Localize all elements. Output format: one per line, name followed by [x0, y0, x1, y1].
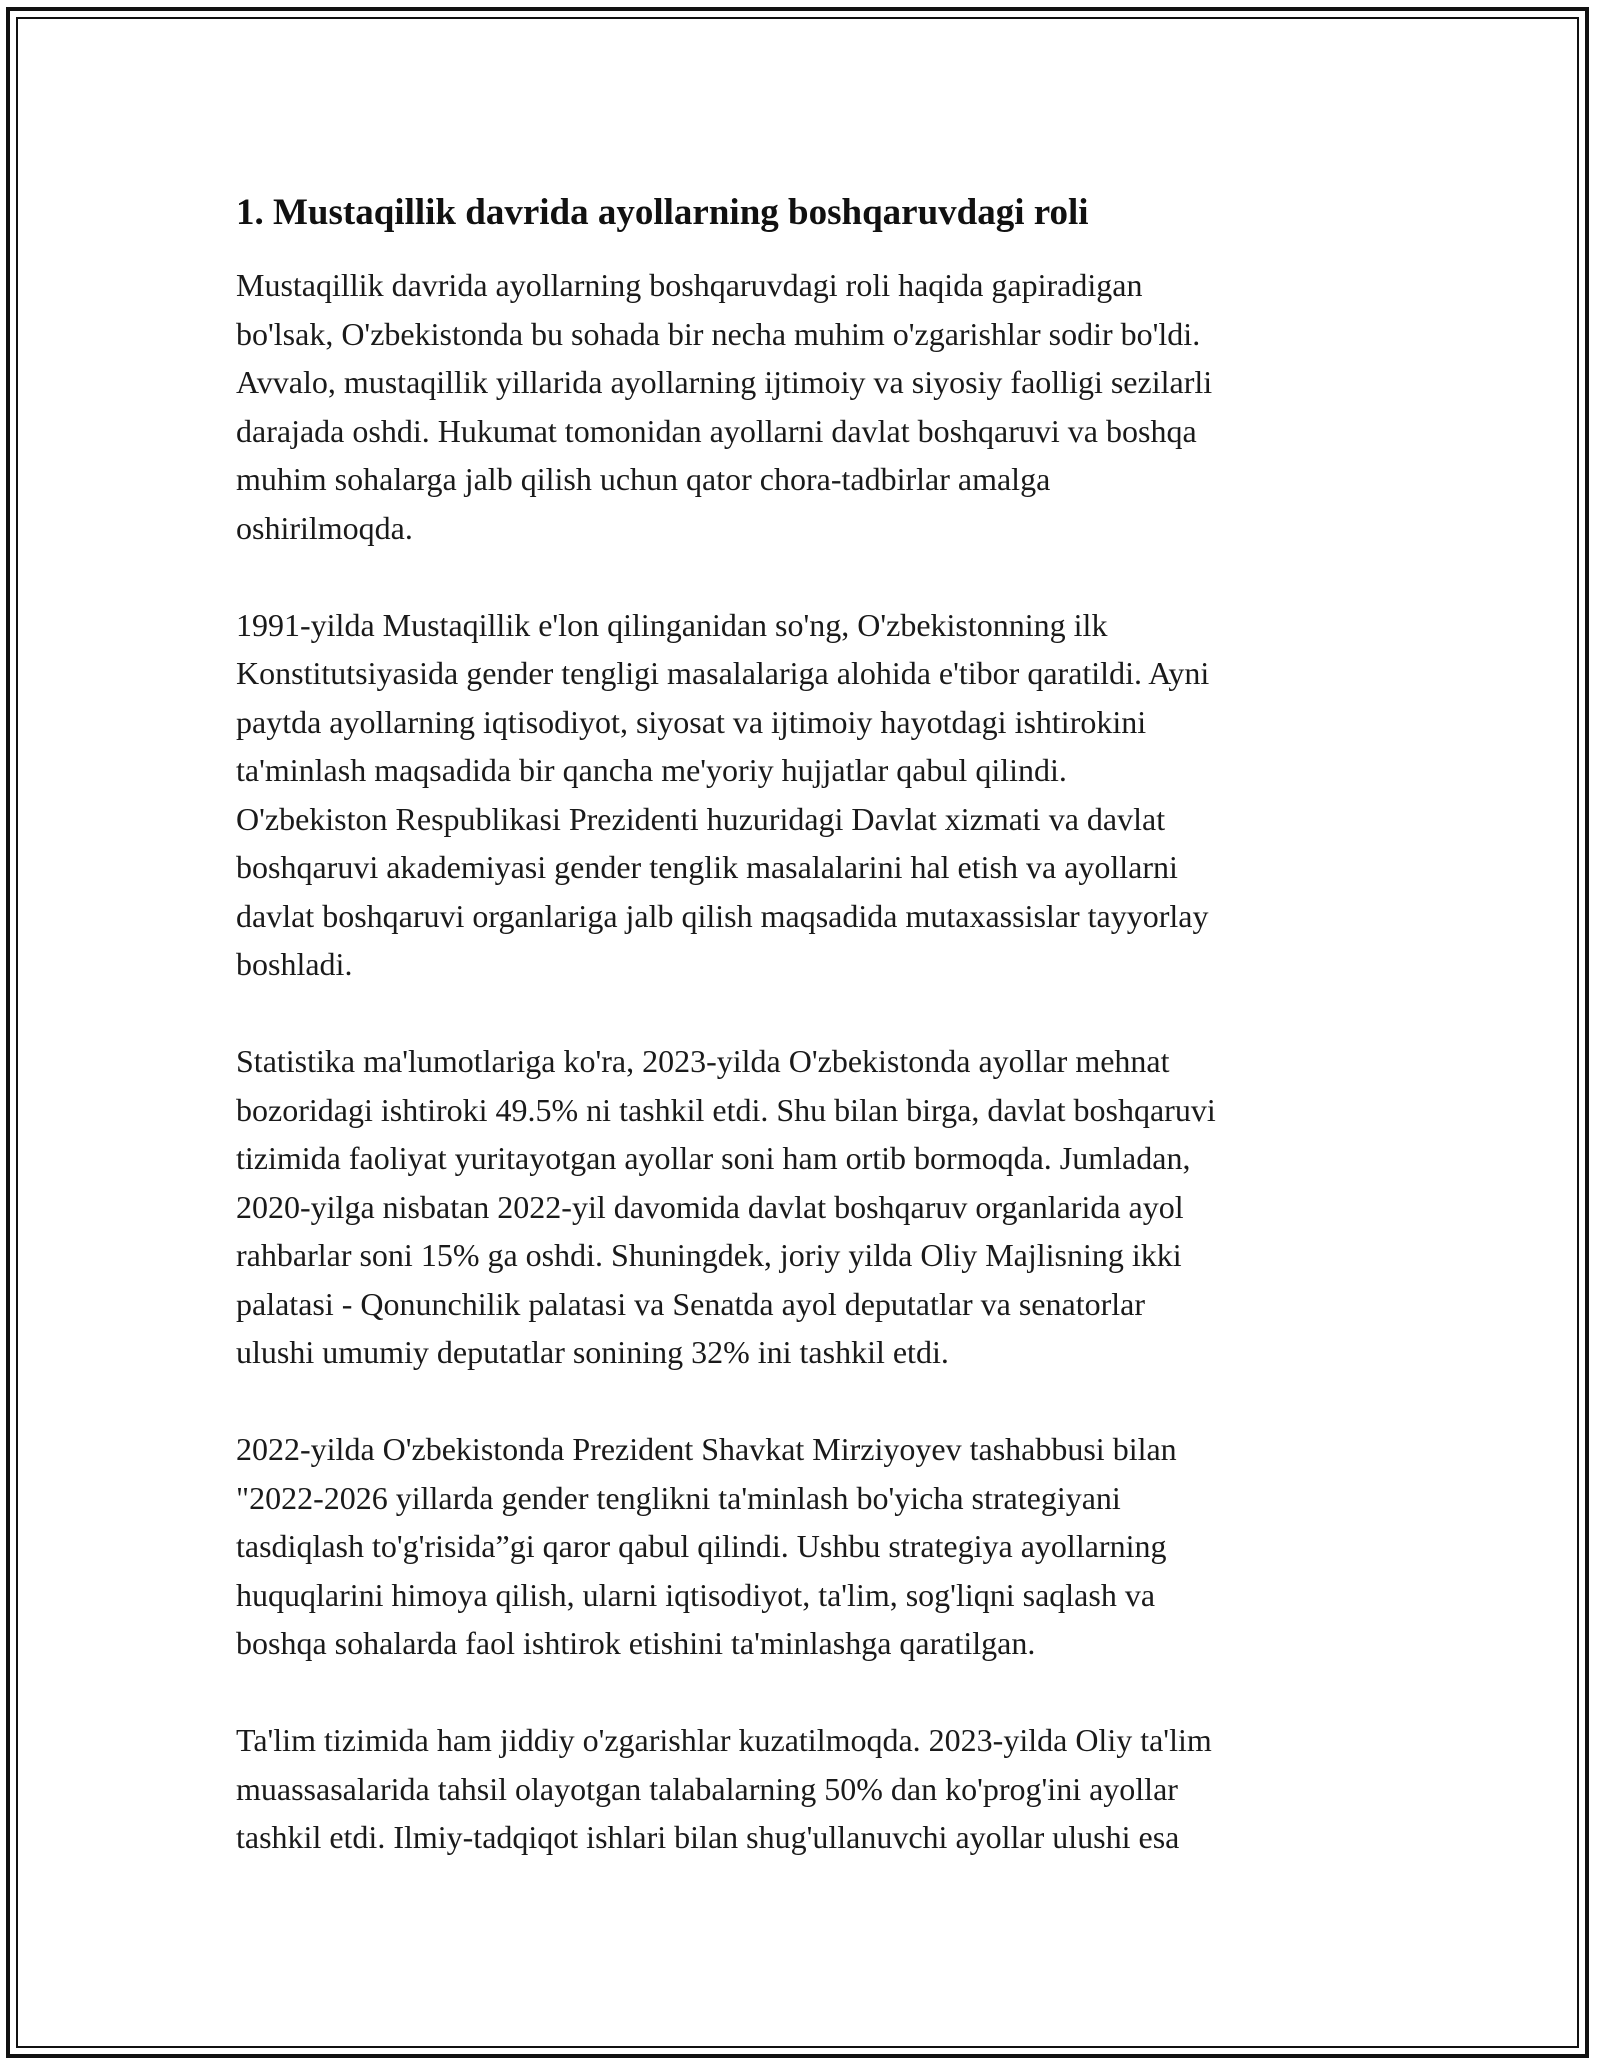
paragraph-3 [236, 1037, 1376, 1377]
section-heading: 1. Mustaqillik davrida ayollarning boshqaruvdagi roli [236, 192, 1089, 233]
paragraph-5 [236, 1716, 1376, 1862]
text-line: muassasalarida tahsil olayotgan talabalarning 50% dan ko'prog'ini ayollar [236, 1770, 1178, 1807]
text-line: Konstitutsiyasida gender tengligi masalalariga alohida e'tibor qaratildi. Ayni [236, 655, 1210, 691]
text-line: Statistika ma'lumotlariga ko'ra, 2023-yilda O'zbekistonda ayollar mehnat [236, 1043, 1170, 1079]
text-line: Mustaqillik davrida ayollarning boshqaruvdagi roli haqida gapiradigan [236, 267, 1143, 303]
text-line: davlat boshqaruvi organlariga jalb qilish maqsadida mutaxassislar tayyorlay [236, 897, 1209, 934]
text-line: paytda ayollarning iqtisodiyot, siyosat va ijtimoiy hayotdagi ishtirokini [236, 703, 1147, 740]
text-line: palatasi - Qonunchilik palatasi va Senatda ayol deputatlar va senatorlar [236, 1285, 1145, 1322]
text-line: bo'lsak, O'zbekistonda bu sohada bir necha muhim o'zgarishlar sodir bo'ldi. [236, 315, 1201, 352]
text-line: "2022-2026 yillarda gender tenglikni ta'minlash bo'yicha strategiyani [236, 1479, 1121, 1516]
text-line: ulushi umumiy deputatlar sonining 32% ini tashkil etdi. [236, 1334, 949, 1370]
text-line: rahbarlar soni 15% ga oshdi. Shuningdek, joriy yilda Oliy Majlisning ikki [236, 1237, 1182, 1273]
text-line: bozoridagi ishtiroki 49.5% ni tashkil etdi. Shu bilan birga, davlat boshqaruvi [236, 1091, 1216, 1128]
paragraph-2 [236, 601, 1376, 989]
text-line: 2020-yilga nisbatan 2022-yil davomida davlat boshqaruv organlarida ayol [236, 1188, 1184, 1225]
text-line: tashkil etdi. Ilmiy-tadqiqot ishlari bilan shug'ullanuvchi ayollar ulushi esa [236, 1819, 1180, 1855]
paragraph-1 [236, 261, 1376, 552]
text-line: Avvalo, mustaqillik yillarida ayollarning ijtimoiy va siyosiy faolligi sezilarli [236, 364, 1213, 400]
paragraph-4 [236, 1425, 1376, 1668]
text-line: boshqa sohalarda faol ishtirok etishini ta'minlashga qaratilgan. [236, 1625, 1036, 1661]
text-line: boshqaruvi akademiyasi gender tenglik masalalarini hal etish va ayollarni [236, 849, 1178, 885]
text-line: O'zbekiston Respublikasi Prezidenti huzuridagi Davlat xizmati va davlat [236, 800, 1166, 837]
text-line: tasdiqlash to'g'risida”gi qaror qabul qilindi. Ushbu strategiya ayollarning [236, 1528, 1167, 1564]
text-line: ta'minlash maqsadida bir qancha me'yoriy hujjatlar qabul qilindi. [236, 752, 1067, 788]
text-line: muhim sohalarga jalb qilish uchun qator chora-tadbirlar amalga [236, 461, 1051, 497]
text-line: 2022-yilda O'zbekistonda Prezident Shavkat Mirziyoyev tashabbusi bilan [236, 1431, 1177, 1467]
text-line: tizimida faoliyat yuritayotgan ayollar soni ham ortib bormoqda. Jumladan, [236, 1140, 1191, 1176]
text-line: huquqlarini himoya qilish, ularni iqtisodiyot, ta'lim, sog'liqni saqlash va [236, 1576, 1156, 1613]
text-line: boshladi. [236, 946, 353, 982]
document-body [236, 185, 1376, 1910]
text-line: 1991-yilda Mustaqillik e'lon qilinganidan so'ng, O'zbekistonning ilk [236, 606, 1108, 643]
text-line: darajada oshdi. Hukumat tomonidan ayollarni davlat boshqaruvi va boshqa [236, 412, 1197, 449]
text-line: oshirilmoqda. [236, 509, 413, 546]
text-line: Ta'lim tizimida ham jiddiy o'zgarishlar kuzatilmoqda. 2023-yilda Oliy ta'lim [236, 1722, 1212, 1758]
